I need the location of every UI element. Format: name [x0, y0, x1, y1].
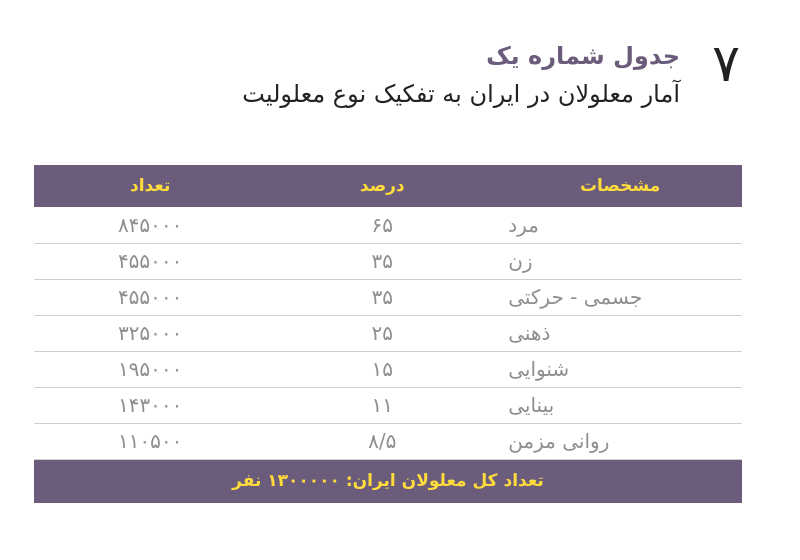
cell-spec: شنوایی [508, 357, 570, 381]
cell-count: ۱۹۵۰۰۰ [117, 357, 183, 381]
section-number: ۷ [712, 35, 740, 93]
cell-count: ۸۴۵۰۰۰ [117, 212, 183, 237]
total-disabled-count: تعداد کل معلولان ایران: ۱۳۰۰۰۰۰ نفر [232, 471, 544, 492]
cell-count: ۳۲۵۰۰۰ [117, 321, 183, 345]
cell-percent: ۲۵ [371, 321, 393, 345]
cell-percent: ۶۵ [371, 212, 393, 237]
table-title: جدول شماره یک [486, 42, 680, 70]
table-row [34, 351, 742, 387]
cell-percent: ۱۱ [371, 393, 393, 417]
cell-percent: ۱۵ [371, 357, 393, 381]
table-header-row [34, 165, 742, 207]
cell-spec: روانی مزمن [508, 429, 610, 453]
table-row [34, 243, 742, 279]
cell-count: ۴۵۵۰۰۰ [117, 285, 183, 309]
column-header-count: تعداد [129, 176, 171, 196]
table-row [34, 387, 742, 423]
table-row [34, 423, 742, 459]
cell-count: ۴۵۵۰۰۰ [117, 249, 183, 273]
cell-percent: ۳۵ [371, 249, 393, 273]
table-row [34, 315, 742, 351]
cell-count: ۱۱۰۵۰۰ [117, 429, 183, 453]
table-subtitle: آمار معلولان در ایران به تفکیک نوع معلولیت [242, 80, 680, 108]
table-total-row [34, 459, 742, 503]
table-row [34, 279, 742, 315]
cell-percent: ۳۵ [371, 285, 393, 309]
cell-spec: ذهنی [508, 321, 551, 345]
disability-statistics-table [34, 165, 742, 503]
cell-count: ۱۴۳۰۰۰ [117, 393, 183, 417]
cell-spec: جسمی - حرکتی [508, 285, 643, 309]
table-caption [220, 36, 740, 126]
cell-spec: مرد [508, 212, 539, 237]
cell-percent: ۸/۵ [368, 429, 397, 453]
cell-spec: بینایی [508, 393, 555, 417]
column-header-percent: درصد [359, 176, 405, 196]
table-row [34, 207, 742, 243]
cell-spec: زن [508, 249, 533, 273]
column-header-spec: مشخصات [579, 176, 661, 196]
